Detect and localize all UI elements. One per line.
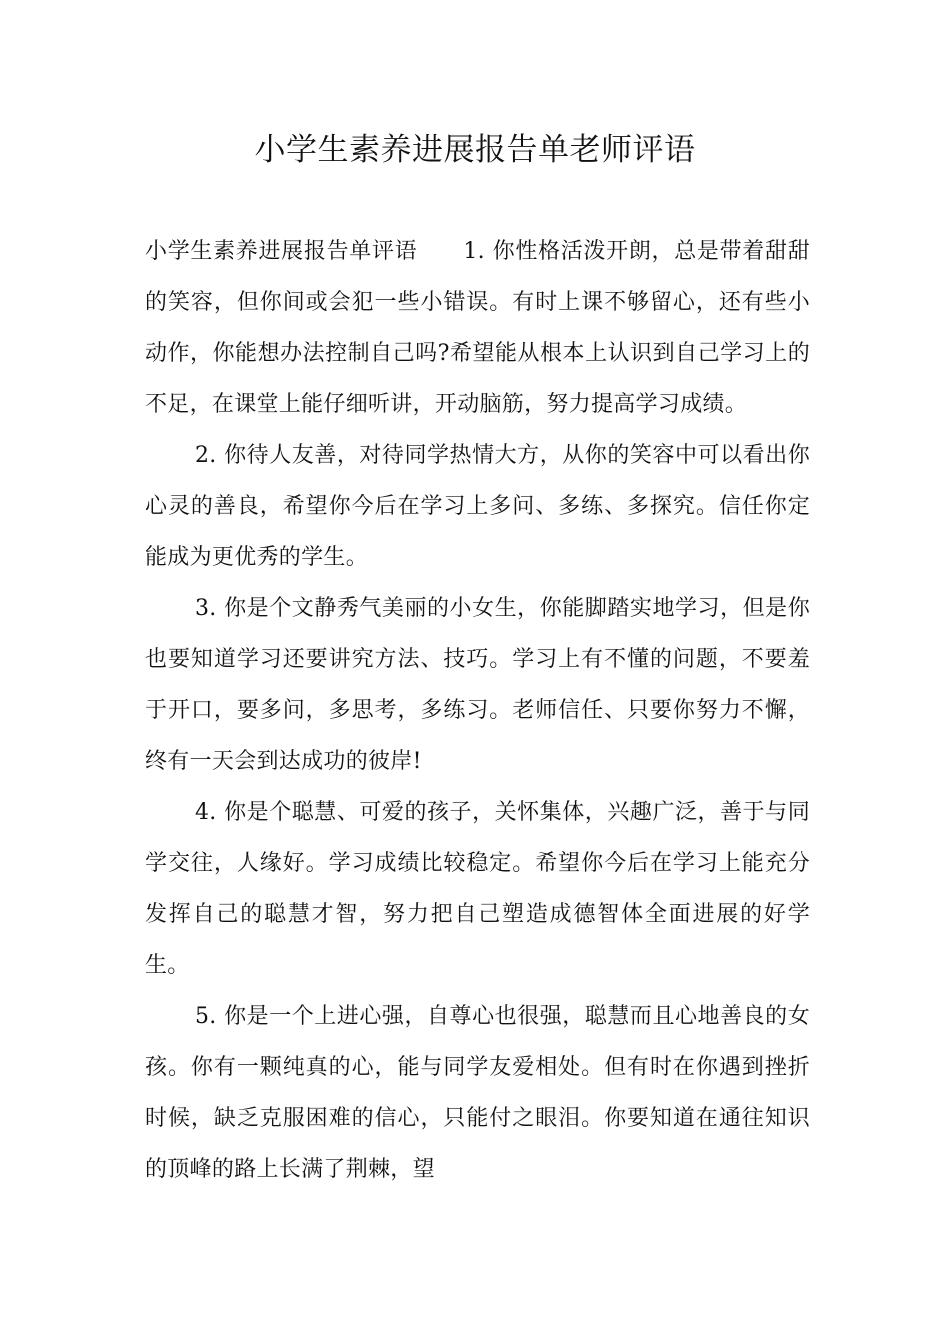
paragraph-4: 4. 你是个聪慧、可爱的孩子，关怀集体，兴趣广泛，善于与同学交往，人缘好。学习成绩比较稳定。希望你今后在学习上能充分发挥自己的聪慧才智，努力把自己塑造成德智体全面进展的好学生。 bbox=[145, 800, 810, 978]
paragraph-1 bbox=[145, 226, 810, 430]
page-title: 小学生素养进展报告单老师评语 bbox=[254, 132, 696, 168]
paragraph-2: 2. 你待人友善，对待同学热情大方，从你的笑容中可以看出你心灵的善良，希望你今后在学习上多问、多练、多探究。信任你定能成为更优秀的学生。 bbox=[145, 443, 810, 570]
paragraph-3: 3. 你是个文静秀气美丽的小女生，你能脚踏实地学习，但是你也要知道学习还要讲究方法、技巧。学习上有不懂的问题，不要羞于开口，要多问，多思考，多练习。老师信任、只要你努力不懈，终有一天会到达成功的彼岸! bbox=[145, 596, 810, 774]
paragraph-5: 5. 你是一个上进心强，自尊心也很强，聪慧而且心地善良的女孩。你有一颗纯真的心，能与同学友爱相处。但有时在你遇到挫折时候，缺乏克服困难的信心，只能付之眼泪。你要知道在通往知识的顶峰的路上长满了荆棘，望 bbox=[145, 1004, 810, 1182]
document-body bbox=[145, 226, 810, 1195]
intro-label: 小学生素养进展报告单评语 bbox=[145, 239, 418, 264]
comment-1-text: 1. 你性格活泼开朗，总是带着甜甜的笑容，但你间或会犯一些小错误。有时上课不够留心，还有些小动作，你能想办法控制自己吗?希望能从根本上认识到自己学习上的不足，在课堂上能仔细听讲，开动脑筋，努力提高学习成绩。 bbox=[145, 239, 810, 417]
